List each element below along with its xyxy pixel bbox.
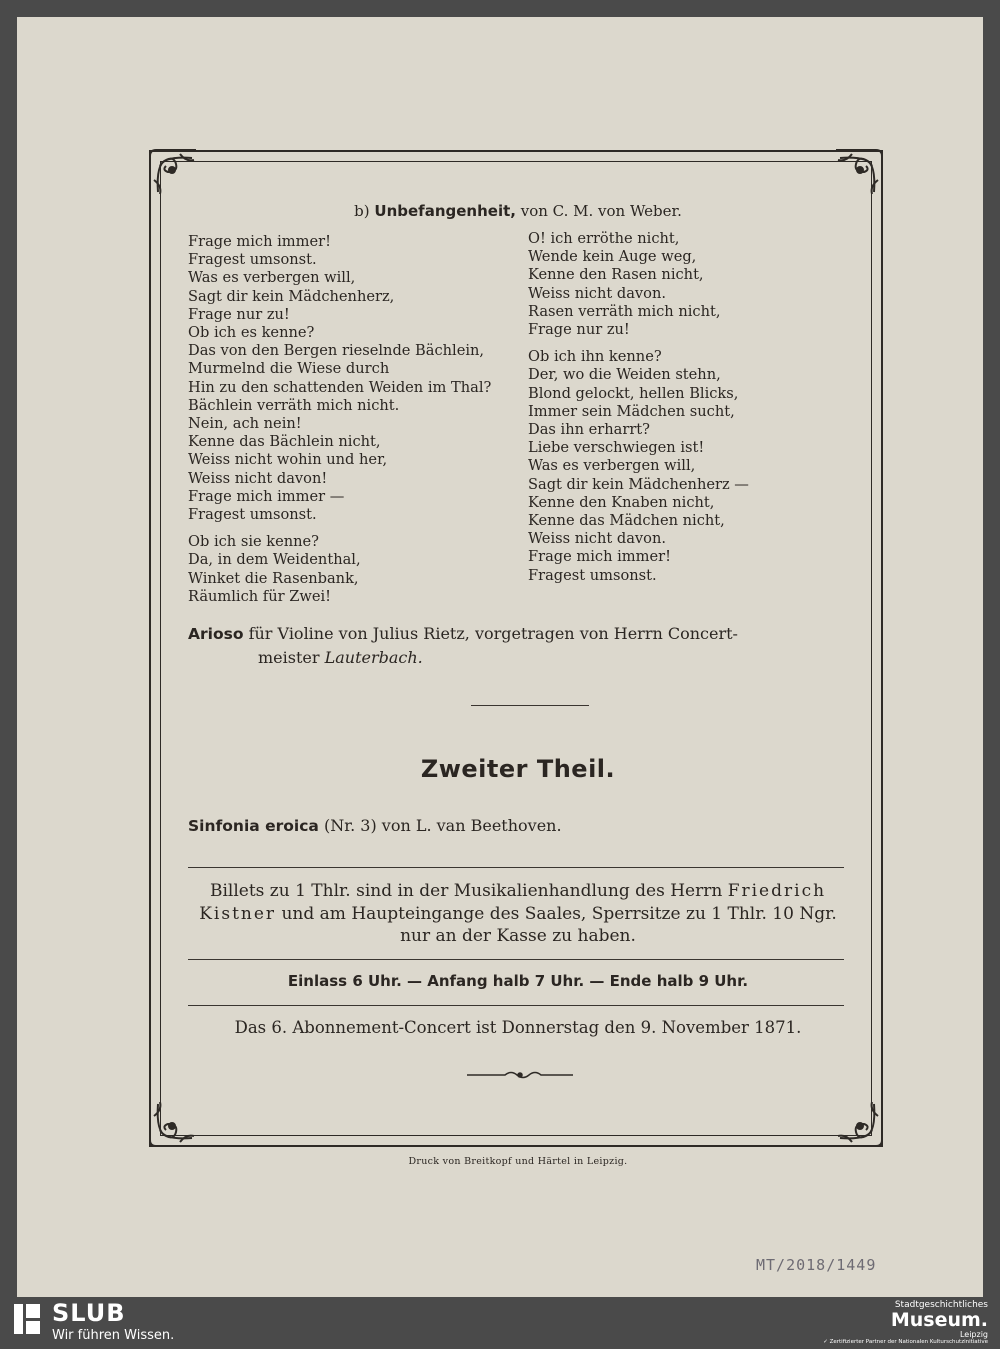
arioso-line2 — [188, 646, 848, 669]
lyric-line: Frage mich immer! — [528, 548, 671, 566]
song-title — [188, 202, 848, 220]
lyric-line: Weiss nicht davon. — [528, 284, 666, 302]
slub-tagline: Wir führen Wissen. — [52, 1328, 175, 1343]
ticket-info — [188, 880, 848, 948]
part-heading: Zweiter Theil. — [420, 755, 616, 783]
song-name: Unbefangenheit, — [374, 202, 516, 220]
lyric-line: Murmelnd die Wiese durch — [188, 360, 390, 378]
corner-ornament-icon — [146, 1096, 200, 1150]
lyric-line: Blond gelockt, hellen Blicks, — [528, 384, 739, 402]
museum-line4: ✓ Zertifizierter Partner der Nationalen Kulturschutzinitiative — [823, 1339, 988, 1345]
sinfonia-details: (Nr. 3) von L. van Beethoven. — [323, 816, 562, 835]
ticket-line2-b: und am Haupteingange des Saales, Sperrsitze zu 1 Thlr. 10 Ngr. — [281, 903, 837, 924]
printer-credit: Druck von Breitkopf und Härtel in Leipzig. — [408, 1156, 628, 1167]
lyric-line: Frage nur zu! — [188, 305, 290, 323]
rule-line — [188, 1005, 844, 1006]
footer-bar — [0, 1297, 1000, 1349]
lyric-line: Kenne das Mädchen nicht, — [528, 512, 725, 530]
ticket-line2 — [188, 903, 848, 926]
lyric-line: Frage mich immer — — [188, 487, 345, 505]
lyric-line: Rasen verräth mich nicht, — [528, 302, 721, 320]
lyric-line: Immer sein Mädchen sucht, — [528, 402, 735, 420]
arioso-line2-prefix: meister — [258, 648, 320, 667]
ticket-line3: nur an der Kasse zu haben. — [400, 926, 636, 946]
lyric-line: Weiss nicht davon. — [528, 530, 666, 548]
flourish-icon — [465, 1068, 575, 1082]
slub-name: SLUB — [52, 1299, 126, 1327]
lyric-line: Räumlich für Zwei! — [188, 587, 332, 605]
lyrics-right-column — [528, 230, 858, 585]
arioso-line1: für Violine von Julius Rietz, vorgetragen von Herrn Concert- — [248, 624, 738, 643]
archive-signature: MT/2018/1449 — [756, 1256, 877, 1274]
lyric-line: Ob ich es kenne? — [188, 324, 315, 342]
lyric-line: Ob ich ihn kenne? — [528, 348, 662, 366]
museum-logo — [823, 1300, 988, 1345]
lyric-line: Fragest umsonst. — [528, 566, 657, 584]
section-divider — [471, 705, 589, 706]
corner-ornament-icon — [146, 146, 200, 200]
ticket-line1-a: Billets zu 1 Thlr. sind in der Musikalienhandlung des Herrn — [209, 881, 723, 901]
rule-line — [188, 867, 844, 868]
lyric-line: Was es verbergen will, — [528, 457, 696, 475]
lyric-line: Das von den Bergen rieselnde Bächlein, — [188, 342, 485, 360]
lyrics-left-column — [188, 233, 518, 606]
lyric-line: Das ihn erharrt? — [528, 421, 650, 439]
corner-ornament-icon — [832, 1096, 886, 1150]
lyric-line: Winket die Rasenbank, — [188, 569, 359, 587]
lyric-line: Hin zu den schattenden Weiden im Thal? — [188, 378, 492, 396]
sinfonia-title: Sinfonia eroica — [188, 817, 319, 835]
ticket-line1 — [188, 880, 848, 903]
arioso-entry — [188, 622, 848, 669]
lyric-line: Was es verbergen will, — [188, 269, 356, 287]
museum-line3: Leipzig — [959, 1330, 988, 1339]
lyric-line: Nein, ach nein! — [188, 415, 302, 433]
museum-line1: Stadtgeschichtliches — [894, 1300, 988, 1310]
arioso-title: Arioso — [188, 625, 244, 643]
song-label: b) — [354, 202, 370, 220]
lyric-line: Liebe verschwiegen ist! — [528, 439, 705, 457]
song-composer: von C. M. von Weber. — [520, 202, 682, 220]
lyric-line: Sagt dir kein Mädchenherz, — [188, 287, 395, 305]
lyric-line: Weiss nicht wohin und her, — [188, 451, 388, 469]
lyric-line: Kenne das Bächlein nicht, — [188, 433, 381, 451]
lyric-line: Fragest umsonst. — [188, 506, 317, 524]
lyric-line: Frage mich immer! — [188, 233, 331, 250]
ticket-line2-a: Kistner — [199, 903, 277, 924]
lyric-line: Sagt dir kein Mädchenherz — — [528, 475, 749, 493]
sinfonia-entry — [188, 816, 848, 835]
lyric-line: Da, in dem Weidenthal, — [188, 551, 361, 569]
lyric-line: Bächlein verräth mich nicht. — [188, 396, 400, 414]
rule-line — [188, 959, 844, 960]
ticket-line1-b: Friedrich — [727, 881, 827, 901]
lyric-line: Frage nur zu! — [528, 321, 630, 339]
lyric-line: Kenne den Rasen nicht, — [528, 266, 704, 284]
stanza-gap — [528, 339, 858, 348]
lyric-line: Weiss nicht davon! — [188, 469, 328, 487]
lyric-line: Der, wo die Weiden stehn, — [528, 366, 721, 384]
lyric-line: Kenne den Knaben nicht, — [528, 493, 715, 511]
corner-ornament-icon — [832, 146, 886, 200]
schedule-times: Einlass 6 Uhr. — Anfang halb 7 Uhr. — Ende halb 9 Uhr. — [287, 972, 749, 990]
lyric-line: O! ich erröthe nicht, — [528, 230, 680, 247]
next-concert: Das 6. Abonnement-Concert ist Donnerstag den 9. November 1871. — [234, 1018, 802, 1037]
lyric-line: Fragest umsonst. — [188, 251, 317, 269]
arioso-performer: Lauterbach. — [324, 648, 423, 667]
slub-logo-icon — [12, 1302, 42, 1336]
stanza-gap — [188, 524, 518, 533]
lyric-line: Ob ich sie kenne? — [188, 533, 319, 551]
lyric-line: Wende kein Auge weg, — [528, 248, 697, 266]
museum-line2: Museum. — [890, 1309, 988, 1331]
